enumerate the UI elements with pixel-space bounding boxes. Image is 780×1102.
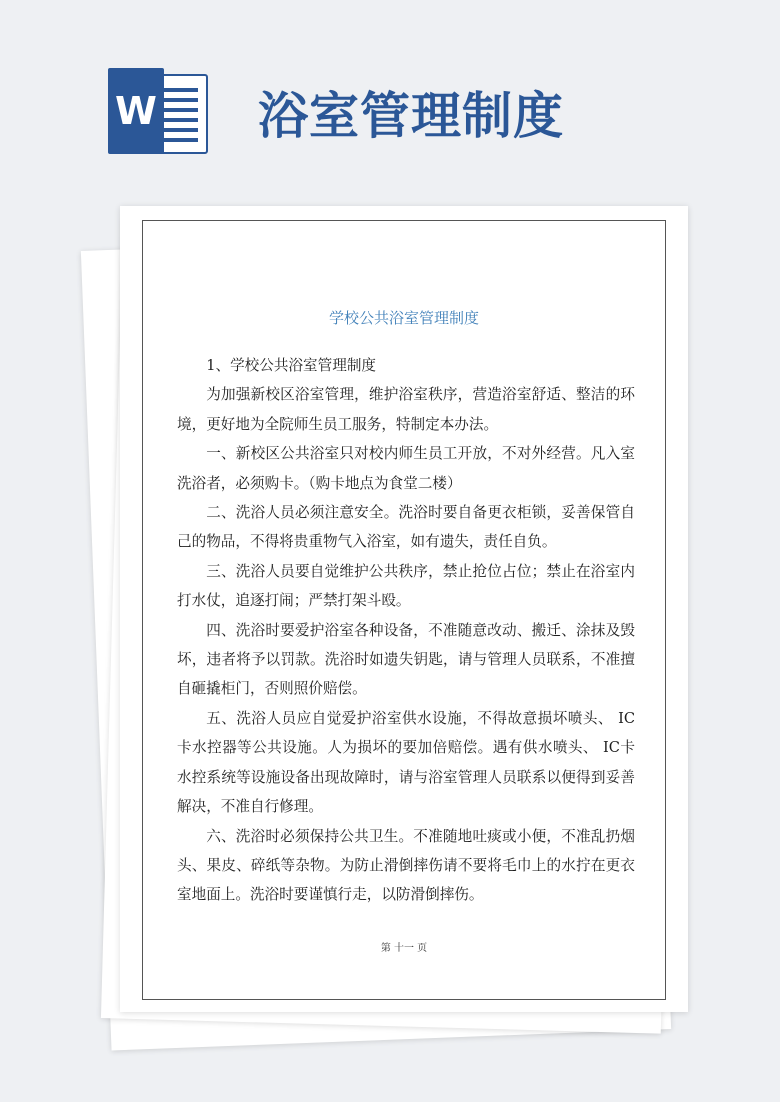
paragraph: 一、新校区公共浴室只对校内师生员工开放，不对外经营。凡入室洗浴者，必须购卡。（购卡地点为食堂二楼）: [177, 445, 635, 492]
paragraph: 五、洗浴人员应自觉爱护浴室供水设施，不得故意损坏喷头、 IC卡水控器等公共设施。人为损坏的要加倍赔偿。遇有供水喷头、 IC卡水控系统等设施设备出现故障时，请与浴室管理人员联系以便得到妥善解决，不准自行修理。: [177, 709, 635, 816]
page-number: 第 十一 页: [380, 943, 428, 954]
word-document-icon: [108, 68, 208, 154]
document-body: [177, 351, 635, 910]
paragraph: 为加强新校区浴室管理，维护浴室秩序，营造浴室舒适、整洁的环境，更好地为全院师生员工服务，特制定本办法。: [177, 386, 635, 433]
word-letter-badge: W: [108, 68, 164, 154]
paragraph: 1、学校公共浴室管理制度: [206, 357, 377, 374]
paragraph: 四、洗浴时要爱护浴室各种设备，不准随意改动、搬迁、涂抹及毁坏，违者将予以罚款。洗浴时如遗失钥匙，请与管理人员联系，不准擅自砸撬柜门，否则照价赔偿。: [177, 621, 635, 698]
paragraph: 三、洗浴人员要自觉维护公共秩序，禁止抢位占位；禁止在浴室内打水仗，追逐打闹；严禁打架斗殴。: [177, 562, 635, 610]
document-title: 学校公共浴室管理制度: [328, 309, 479, 327]
page-header: [0, 0, 780, 200]
paragraph: 六、洗浴时必须保持公共卫生。不准随地吐痰或小便，不准乱扔烟头、果皮、碎纸等杂物。为防止滑倒摔伤请不要将毛巾上的水拧在更衣室地面上。洗浴时要谨慎行走，以防滑倒摔伤。: [177, 827, 635, 904]
paragraph: 二、洗浴人员必须注意安全。洗浴时要自备更衣柜锁，妥善保管自己的物品，不得将贵重物气入浴室，如有遗失，责任自负。: [177, 504, 635, 551]
page-title: 浴室管理制度: [258, 87, 564, 145]
document-page: [120, 206, 688, 1012]
page-border-frame: [142, 220, 666, 1000]
